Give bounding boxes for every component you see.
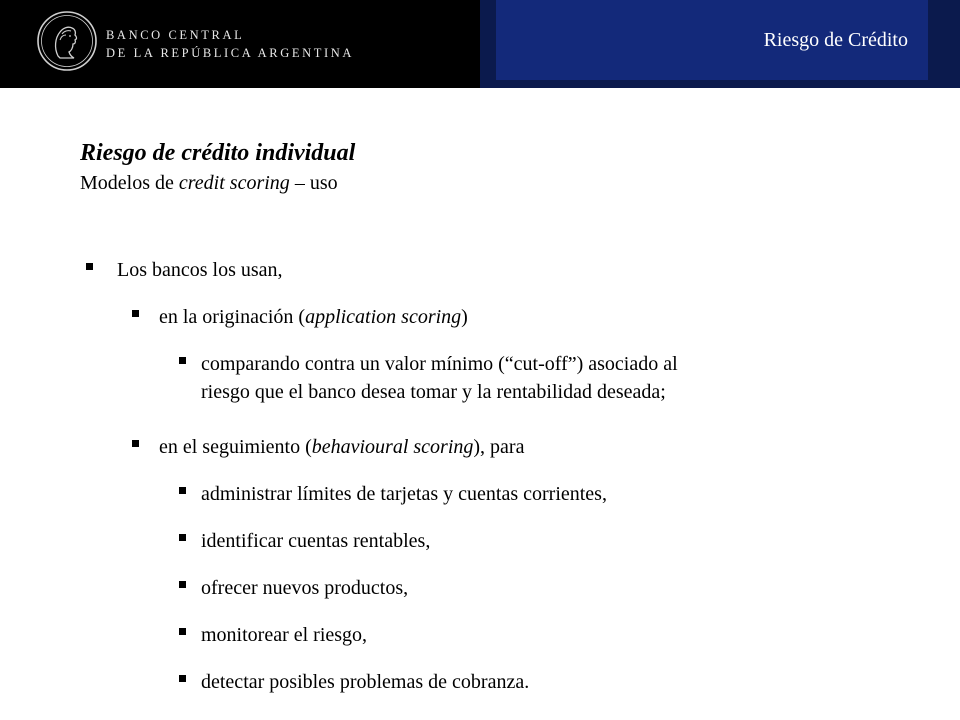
bullet-sub-item: detectar posibles problemas de cobranza.	[201, 671, 530, 693]
slide-header	[0, 0, 960, 88]
bullet-sub-item: administrar límites de tarjetas y cuentas corrientes,	[201, 483, 607, 505]
header-frame-bottom	[480, 80, 960, 88]
bullet-square-icon	[179, 581, 186, 588]
bullet-sub-item: identificar cuentas rentables,	[201, 530, 431, 552]
bullet-square-icon	[86, 263, 93, 270]
section-title: Riesgo de Crédito	[763, 29, 908, 51]
bullet-cutoff	[201, 350, 678, 406]
bullet-square-icon	[179, 357, 186, 364]
bullet-square-icon	[179, 487, 186, 494]
bank-name-line2: DE LA REPÚBLICA ARGENTINA	[106, 46, 354, 60]
bullet-square-icon	[132, 440, 139, 447]
bullet-sub-item: monitorear el riesgo,	[201, 624, 368, 646]
slide-subtitle: Modelos de credit scoring – uso	[80, 172, 338, 194]
bullet-level1: Los bancos los usan,	[117, 259, 283, 281]
bank-logo-block	[0, 0, 480, 88]
bullet-square-icon	[179, 534, 186, 541]
bullet-square-icon	[179, 628, 186, 635]
seal-emblem-icon	[36, 10, 98, 72]
bullet-square-icon	[179, 675, 186, 682]
bank-name-line1: BANCO CENTRAL	[106, 28, 245, 42]
bullet-sub-item: ofrecer nuevos productos,	[201, 577, 409, 599]
bullet-cutoff-line2: riesgo que el banco desea tomar y la rentabilidad deseada;	[201, 381, 666, 403]
bullet-monitoring: en el seguimiento (behavioural scoring), para	[159, 436, 525, 458]
bullet-square-icon	[132, 310, 139, 317]
bullet-cutoff-line1: comparando contra un valor mínimo (“cut-off”) asociado al	[201, 353, 678, 375]
header-frame-right	[928, 0, 960, 88]
bank-name	[106, 26, 354, 62]
slide-title: Riesgo de crédito individual	[80, 140, 356, 166]
header-frame-left	[480, 0, 496, 88]
bullet-origination: en la originación (application scoring)	[159, 306, 468, 328]
